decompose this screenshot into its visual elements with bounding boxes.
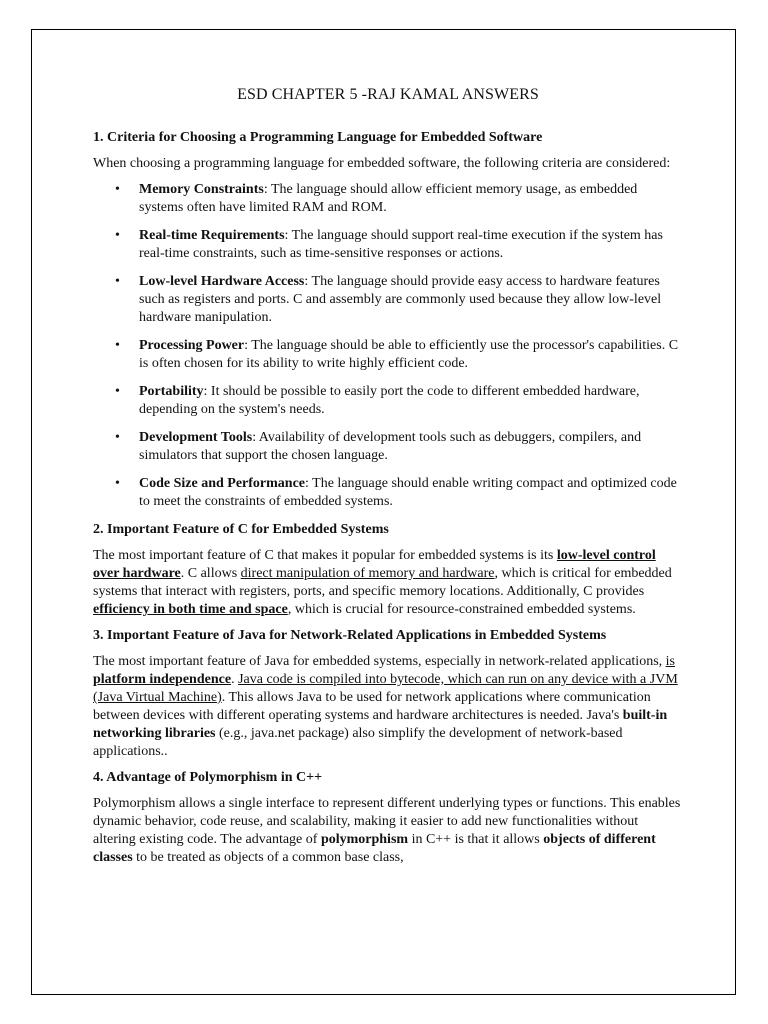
- criterion-term: Development Tools: [139, 430, 253, 445]
- list-item: [93, 429, 683, 465]
- text-run: to be treated as objects of a common base class,: [132, 850, 404, 865]
- criterion-term: Processing Power: [139, 338, 245, 353]
- emphasis-underlined: low-level control over hardware: [93, 548, 656, 581]
- criterion-text: : The language should enable writing compact and optimized code to meet the constraints of embedded systems.: [139, 476, 677, 509]
- bullet-icon: •: [115, 274, 120, 289]
- list-item: [93, 475, 683, 511]
- emphasis-text: built-in networking libraries: [93, 708, 668, 741]
- page-frame: [31, 29, 736, 995]
- section-1-intro: When choosing a programming language for embedded software, the following criteria are considered:: [93, 156, 671, 171]
- section-3-paragraph: [93, 653, 683, 761]
- section-4-paragraph: [93, 795, 683, 867]
- bullet-icon: •: [115, 476, 120, 491]
- criterion-term: Real-time Requirements: [139, 228, 285, 243]
- text-run: (e.g., java.net package) also simplify the development of network-based applications..: [93, 726, 623, 759]
- list-item: [93, 181, 683, 217]
- list-item: [93, 337, 683, 373]
- text-run: .: [231, 672, 239, 687]
- list-item: [93, 273, 683, 327]
- criterion-text: : The language should provide easy access to hardware features such as registers and ports. C and assembly are commonly used because they allow low-level hardware manipulation.: [139, 274, 662, 325]
- bullet-icon: •: [115, 430, 120, 445]
- bullet-icon: •: [115, 338, 120, 353]
- section-2-heading: 2. Important Feature of C for Embedded Systems: [93, 522, 389, 537]
- section-2-paragraph: [93, 547, 683, 619]
- bullet-icon: •: [115, 384, 120, 399]
- text-run: . This allows Java to be used for network applications where communication between devices with different operating systems and hardware architectures is needed. Java's: [93, 690, 651, 723]
- text-run: Polymorphism allows a single interface to represent different underlying types or functions. This enables dynamic behavior, code reuse, and scalability, making it easier to add new functionalities without altering existing code. The advantage of: [93, 796, 681, 847]
- text-run: is: [665, 654, 675, 669]
- text-run: in C++ is that it allows: [408, 832, 544, 847]
- emphasis-text: platform independence: [93, 672, 232, 687]
- emphasis-text: polymorphism: [320, 832, 409, 847]
- criterion-text: : The language should allow efficient memory usage, as embedded systems often have limited RAM and ROM.: [139, 182, 638, 215]
- text-run: , which is crucial for resource-constrained embedded systems.: [287, 602, 636, 617]
- list-item: [93, 383, 683, 419]
- section-3-heading: 3. Important Feature of Java for Network-Related Applications in Embedded Systems: [93, 628, 607, 643]
- text-run: . C allows: [180, 566, 241, 581]
- criterion-text: : Availability of development tools such as debuggers, compilers, and simulators that support the chosen language.: [139, 430, 642, 463]
- text-run: , which is critical for embedded systems that interact with registers, ports, and specific memory locations. Additionally, C provides: [93, 566, 672, 599]
- criterion-text: : The language should be able to efficiently use the processor's capabilities. C is often chosen for its ability to write highly efficient code.: [139, 338, 679, 371]
- criterion-term: Portability: [139, 384, 204, 399]
- bullet-icon: •: [115, 228, 120, 243]
- emphasis-text: objects of different classes: [93, 832, 656, 865]
- document-title: ESD CHAPTER 5 -RAJ KAMAL ANSWERS: [237, 86, 539, 103]
- criterion-text: : The language should support real-time execution if the system has real-time constraints, such as time-sensitive responses or actions.: [139, 228, 663, 261]
- bullet-icon: •: [115, 182, 120, 197]
- document-body: [93, 86, 683, 875]
- section-4-heading: 4. Advantage of Polymorphism in C++: [93, 770, 323, 785]
- section-1-heading: 1. Criteria for Choosing a Programming Language for Embedded Software: [93, 130, 543, 145]
- emphasis-underlined: efficiency in both time and space: [93, 602, 288, 617]
- criterion-term: Memory Constraints: [139, 182, 264, 197]
- text-run: The most important feature of Java for embedded systems, especially in network-related applications,: [93, 654, 666, 669]
- criteria-list: [93, 181, 683, 511]
- text-run: The most important feature of C that makes it popular for embedded systems is its: [93, 548, 557, 563]
- list-item: [93, 227, 683, 263]
- underlined-text: direct manipulation of memory and hardware: [240, 566, 495, 581]
- criterion-term: Low-level Hardware Access: [139, 274, 305, 289]
- underlined-text: Java code is compiled into bytecode, which can run on any device with a JVM (Java Virtual Machine): [93, 672, 678, 705]
- criterion-text: : It should be possible to easily port the code to different embedded hardware, depending on the system's needs.: [139, 384, 640, 417]
- criterion-term: Code Size and Performance: [139, 476, 306, 491]
